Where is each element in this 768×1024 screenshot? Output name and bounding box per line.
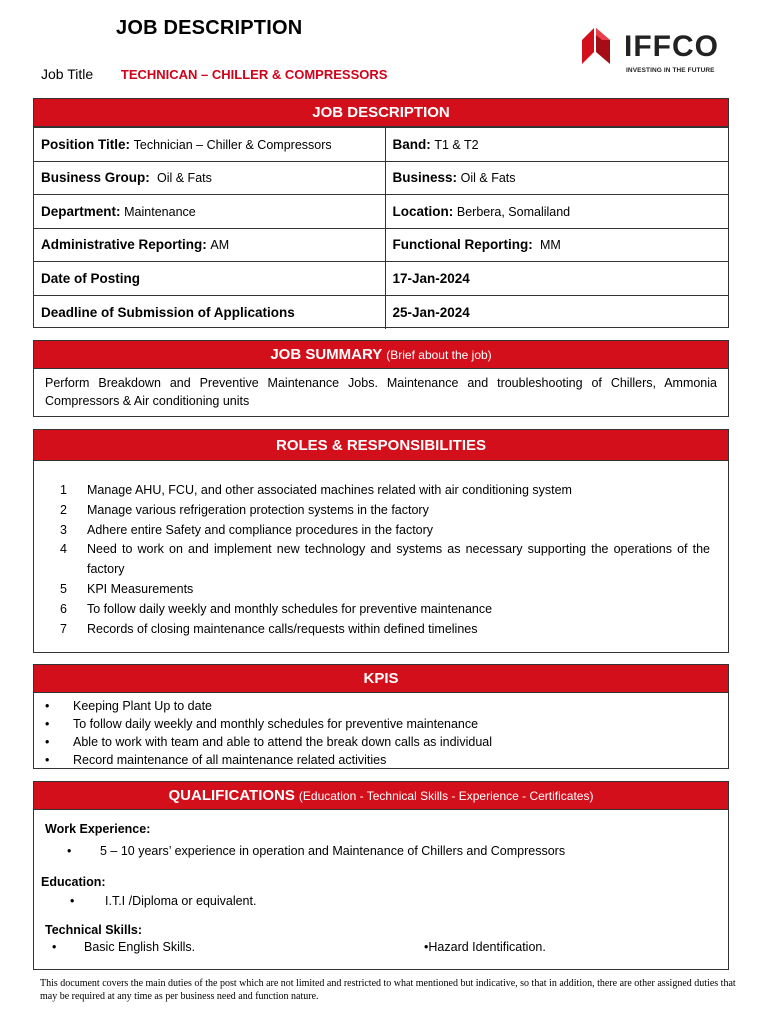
table-row <box>34 262 728 296</box>
list-item: • Able to work with team and able to attend the break down calls as individual <box>45 735 492 749</box>
band-value: T1 & T2 <box>434 137 479 152</box>
bullet-icon: • <box>45 735 50 749</box>
table-row <box>34 228 728 262</box>
roles-section <box>33 429 729 653</box>
job-summary-heading <box>34 341 728 369</box>
business-group-label: Business Group: <box>41 170 150 186</box>
position-title-value: Technician – Chiller & Compressors <box>133 137 332 152</box>
qualifications-body <box>34 810 728 956</box>
education-label: Education: <box>41 875 106 889</box>
job-title-row <box>41 66 387 82</box>
footer-note: This document covers the main duties of the post which are not limited and restricted to what mentioned but indicative, so that in addition, there are other assigned duties that may be required at any time as per business need and function nature. <box>40 978 736 1002</box>
administrative-reporting-label: Administrative Reporting: <box>41 237 207 253</box>
iffco-logo <box>580 28 720 78</box>
logo-tagline: INVESTING IN THE FUTURE <box>626 67 715 74</box>
education-item: I.T.I /Diploma or equivalent. <box>105 894 257 908</box>
list-item: • Keeping Plant Up to date <box>45 699 212 713</box>
table-row <box>34 295 728 329</box>
date-of-posting-label: Date of Posting <box>41 270 141 286</box>
business-value: Oil & Fats <box>460 171 516 186</box>
list-item: 7 Records of closing maintenance calls/requests within defined timelines <box>60 621 478 636</box>
list-item: 1 Manage AHU, FCU, and other associated machines related with air conditioning system <box>60 483 572 497</box>
qualifications-heading <box>34 782 728 810</box>
table-row <box>34 195 728 229</box>
work-experience-label: Work Experience: <box>45 822 151 836</box>
list-item: • To follow daily weekly and monthly schedules for preventive maintenance <box>45 717 479 731</box>
date-of-posting-value: 17-Jan-2024 <box>392 270 470 286</box>
list-item: • Record maintenance of all maintenance related activities <box>45 753 387 767</box>
technical-skills-row <box>44 940 718 954</box>
job-description-section <box>33 98 729 328</box>
business-label: Business: <box>392 170 458 186</box>
job-description-heading: JOB DESCRIPTION <box>34 99 728 127</box>
job-summary-title: JOB SUMMARY <box>270 346 383 363</box>
kpis-section <box>33 664 729 769</box>
list-item: 6 To follow daily weekly and monthly schedules for preventive maintenance <box>60 601 493 616</box>
position-title-label: Position Title: <box>41 136 131 152</box>
department-value: Maintenance <box>124 204 196 219</box>
qualifications-section <box>33 781 729 970</box>
functional-reporting-value: MM <box>539 238 561 253</box>
list-item: 3 Adhere entire Safety and compliance procedures in the factory <box>60 522 434 537</box>
logo-wordmark: IFFCO <box>624 30 719 63</box>
job-title-label: Job Title <box>41 66 94 82</box>
bullet-icon: • <box>424 940 429 954</box>
job-summary-subtitle: (Brief about the job) <box>386 347 492 362</box>
bullet-icon: • <box>52 940 57 954</box>
technical-skill-1: Basic English Skills. <box>84 940 196 954</box>
job-info-table <box>34 127 728 329</box>
functional-reporting-label: Functional Reporting: <box>392 237 533 253</box>
document-title: JOB DESCRIPTION <box>116 17 303 39</box>
qualifications-title: QUALIFICATIONS <box>168 787 295 804</box>
band-label: Band: <box>392 136 431 152</box>
technical-skills-label: Technical Skills: <box>45 923 143 937</box>
job-summary-text: Perform Breakdown and Preventive Maintenance Jobs. Maintenance and troubleshooting of Chillers, Ammonia Compressors & Air conditioning units <box>45 376 717 408</box>
location-value: Berbera, Somaliland <box>456 204 571 219</box>
business-group-value: Oil & Fats <box>157 171 212 186</box>
bullet-icon: • <box>45 753 50 767</box>
location-label: Location: <box>392 203 454 219</box>
roles-heading: ROLES & RESPONSIBILITIES <box>34 430 728 461</box>
list-item <box>44 894 718 908</box>
roles-list <box>34 461 728 651</box>
list-item: 2 Manage various refrigeration protection systems in the factory <box>60 502 429 517</box>
iffco-logo-icon <box>580 28 620 64</box>
deadline-label: Deadline of Submission of Applications <box>41 304 295 320</box>
deadline-value: 25-Jan-2024 <box>392 304 470 320</box>
table-row <box>34 128 728 162</box>
list-item <box>44 844 718 858</box>
bullet-icon: • <box>70 894 75 908</box>
administrative-reporting-value: AM <box>210 238 230 253</box>
technical-skill-2: Hazard Identification. <box>428 940 546 954</box>
table-row <box>34 161 728 195</box>
department-label: Department: <box>41 203 121 219</box>
bullet-icon: • <box>67 844 72 858</box>
kpis-heading: KPIS <box>34 665 728 693</box>
list-item: 4 Need to work on and implement new technology and systems as necessary supporting the operations of the factory <box>60 542 710 577</box>
job-summary-section <box>33 340 729 417</box>
bullet-icon: • <box>45 699 50 713</box>
kpis-list <box>34 693 728 770</box>
qualifications-subtitle: (Education - Technical Skills - Experience - Certificates) <box>298 788 594 803</box>
bullet-icon: • <box>45 717 50 731</box>
list-item: 5 KPI Measurements <box>60 581 194 596</box>
work-experience-item: 5 – 10 years’ experience in operation and Maintenance of Chillers and Compressors <box>100 844 566 858</box>
job-title-value: TECHNICAN – CHILLER & COMPRESSORS <box>120 67 388 82</box>
